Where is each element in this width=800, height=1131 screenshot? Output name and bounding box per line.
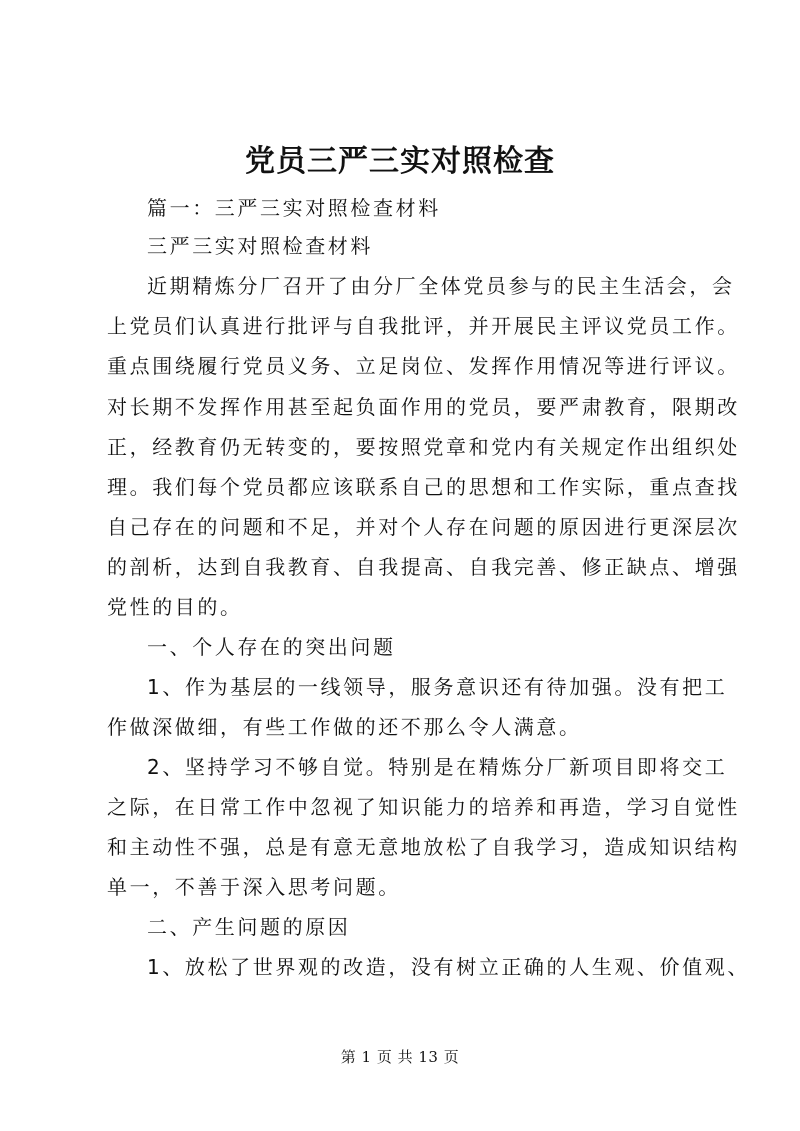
text-line: 1、作为基层的一线领导，服务意识还有待加强。没有把工 [147, 675, 728, 699]
text-line: 的剖析，达到自我教育、自我提高、自我完善、修正缺点、增强 [107, 555, 740, 579]
text-line: 近期精炼分厂召开了由分厂全体党员参与的民主生活会，会 [147, 274, 735, 298]
section-heading: 二、产生问题的原因 [147, 915, 351, 939]
text-line: 和主动性不强，总是有意无意地放松了自我学习，造成知识结构 [107, 835, 740, 859]
text-line: 2、坚持学习不够自觉。特别是在精炼分厂新项目即将交工 [147, 755, 728, 779]
text-line: 篇一：三严三实对照检查材料 [147, 196, 441, 220]
text-line: 党性的目的。 [107, 595, 243, 619]
section-heading: 一、个人存在的突出问题 [147, 635, 396, 659]
text-line: 上党员们认真进行批评与自我批评，并开展民主评议党员工作。 [107, 314, 740, 338]
text-line: 单一，不善于深入思考问题。 [107, 875, 401, 899]
text-line: 重点围绕履行党员义务、立足岗位、发挥作用情况等进行评议。 [107, 354, 740, 378]
text-line: 作做深做细，有些工作做的还不那么令人满意。 [107, 715, 582, 739]
text-line: 1、放松了世界观的改造，没有树立正确的人生观、价值观、 [147, 955, 750, 979]
text-line: 三严三实对照检查材料 [147, 234, 373, 258]
page-number-footer: 第 1 页 共 13 页 [340, 1048, 460, 1066]
text-line: 对长期不发挥作用甚至起负面作用的党员，要严肃教育，限期改 [107, 395, 740, 419]
text-line: 自己存在的问题和不足，并对个人存在问题的原因进行更深层次 [107, 515, 740, 539]
text-line: 理。我们每个党员都应该联系自己的思想和工作实际，重点查找 [107, 475, 740, 499]
text-line: 之际，在日常工作中忽视了知识能力的培养和再造，学习自觉性 [107, 795, 740, 819]
text-line: 正，经教育仍无转变的，要按照党章和党内有关规定作出组织处 [107, 435, 740, 459]
document-title: 党员三严三实对照检查 [245, 144, 555, 179]
